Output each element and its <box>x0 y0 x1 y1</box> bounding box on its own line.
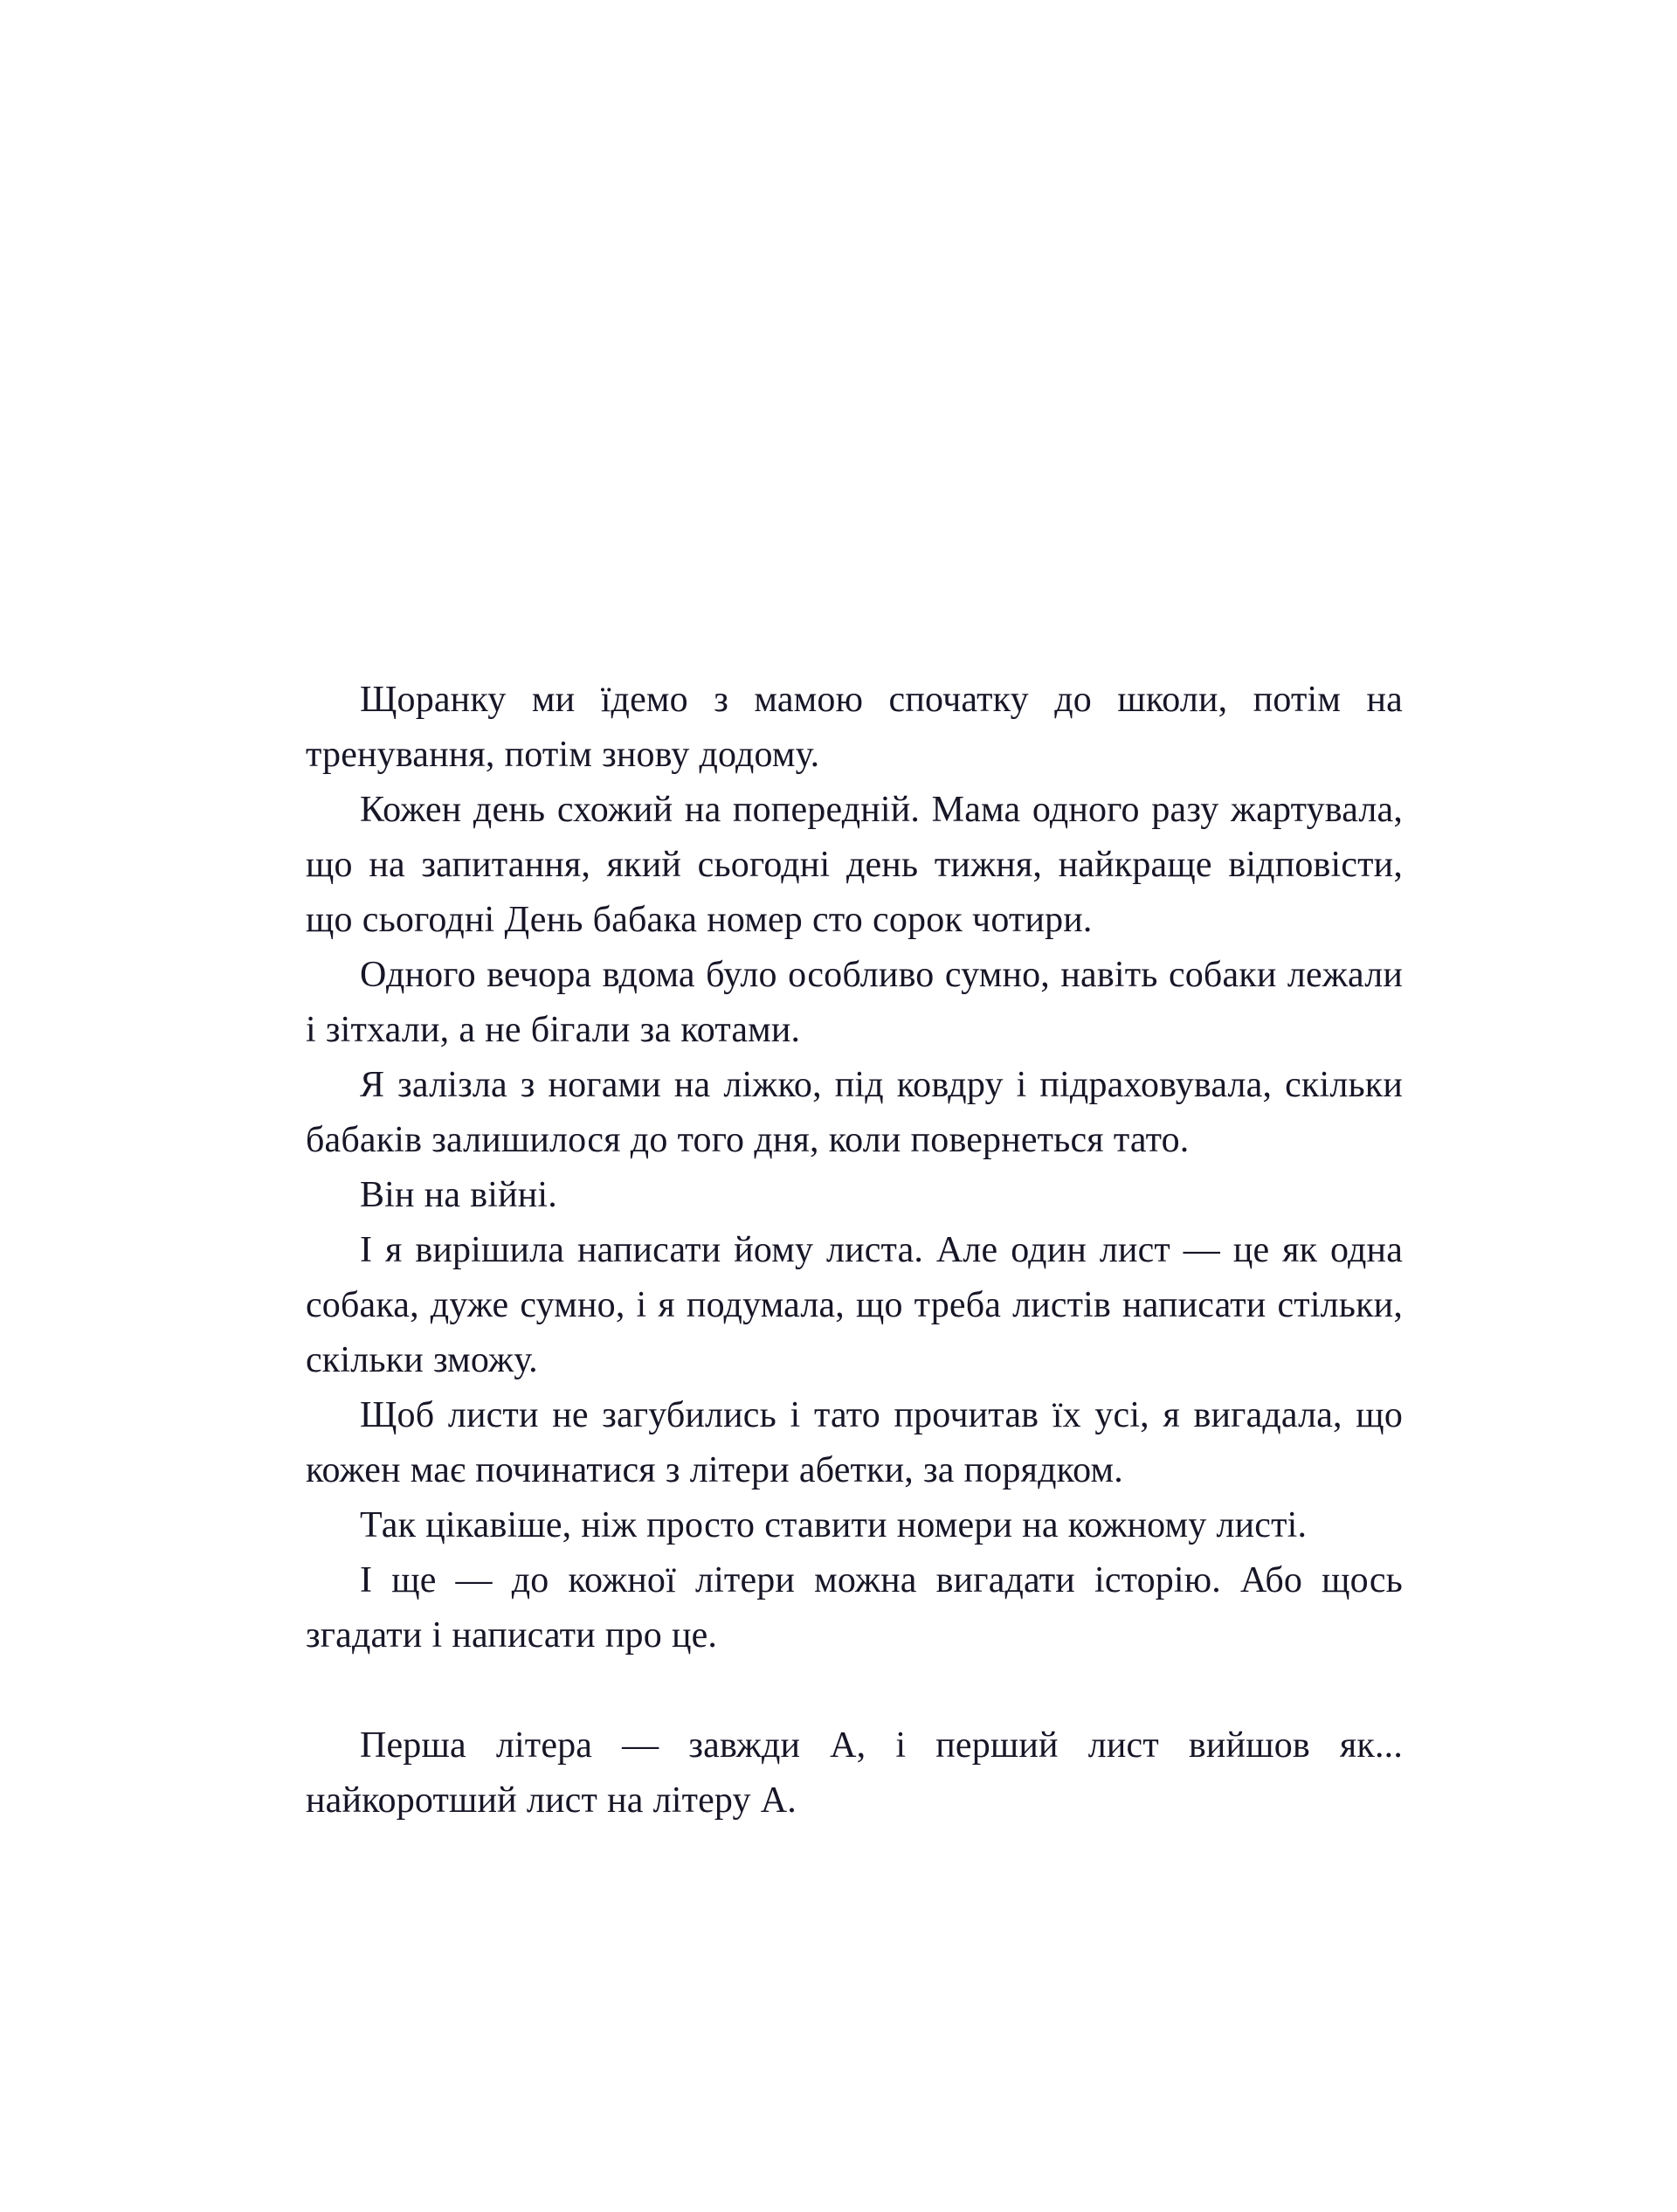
page-text-column <box>306 673 1403 1828</box>
body-paragraph: Одного вечора вдома було особливо сумно, навіть собаки лежали і зітхали, а не бігали за котами. <box>306 955 1403 1050</box>
body-paragraph: Кожен день схожий на попередній. Мама одного разу жартувала, що на запитання, який сьогодні день тижня, найкраще відповісти, що сьогодні День бабака номер сто сорок чотири. <box>306 790 1403 940</box>
body-paragraph: Так цікавіше, ніж просто ставити номери на кожному листі. <box>360 1505 1308 1545</box>
body-paragraph: І я вирішила написати йому листа. Але один лист — це як одна собака, дуже сумно, і я подумала, що треба листів написати стільки, скільки зможу. <box>306 1230 1403 1380</box>
body-paragraph: Він на війні. <box>360 1175 557 1215</box>
body-paragraph: Перша літера — завжди А, і перший лист вийшов як... найкоротший лист на літеру А. <box>306 1725 1403 1821</box>
body-paragraph: Щоб листи не загубились і тато прочитав їх усі, я вигадала, що кожен має починатися з літери абетки, за порядком. <box>306 1395 1403 1490</box>
body-paragraph: Я залізла з ногами на ліжко, під ковдру і підраховувала, скільки бабаків залишилося до того дня, коли повернеться тато. <box>306 1065 1403 1160</box>
body-paragraph: І ще — до кожної літери можна вигадати історію. Або щось згадати і написати про це. <box>306 1560 1403 1656</box>
body-paragraph: Щоранку ми їдемо з мамою спочатку до школи, потім на тренування, потім знову додому. <box>306 680 1403 775</box>
